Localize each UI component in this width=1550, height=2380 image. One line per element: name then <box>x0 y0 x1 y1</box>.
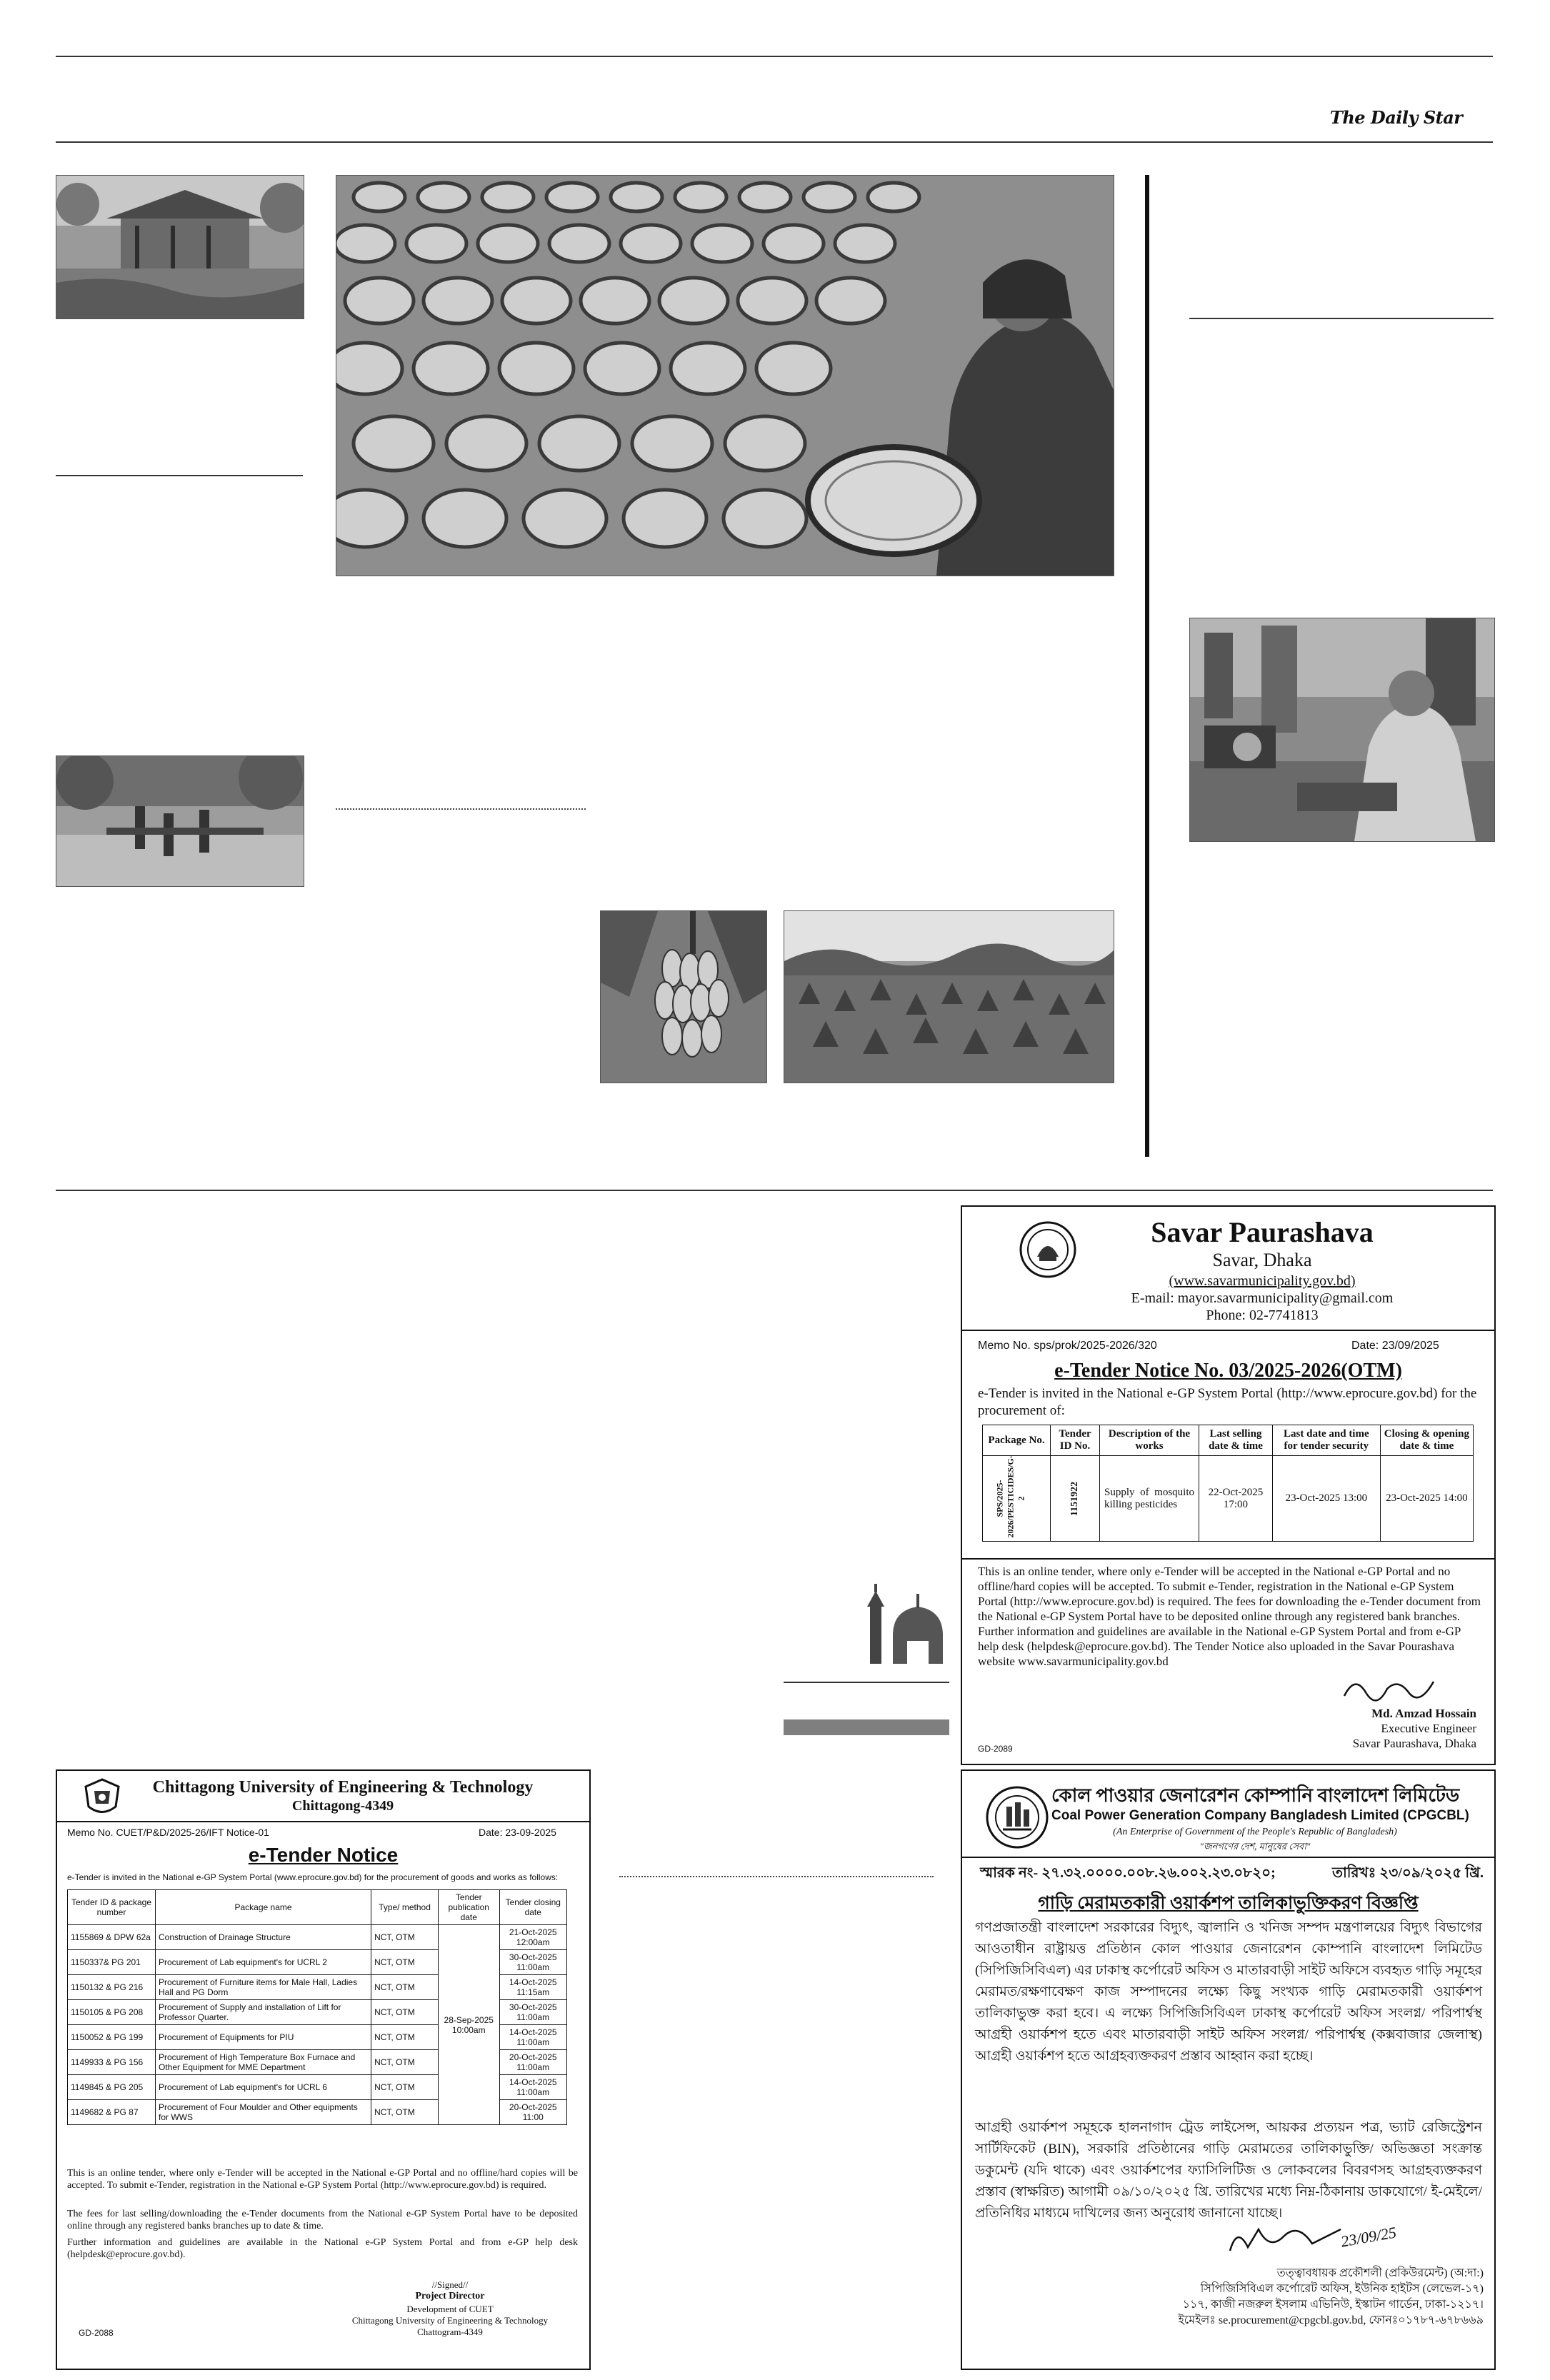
cuet-publication-date: 28-Sep-2025 10:00am <box>438 1925 499 2125</box>
cuet-row-name: Procurement of Furniture items for Male Hall, Ladies Hall and PG Dorm <box>156 1975 371 2000</box>
vertical-divider <box>1145 175 1149 1157</box>
savar-tender-ad <box>961 1205 1496 1765</box>
cuet-row-closing: 14-Oct-2025 11:00am <box>499 2025 566 2050</box>
daily-star-logo: The Daily Star <box>1330 107 1463 128</box>
cpgcbl-logo <box>985 1785 1049 1849</box>
savar-signer-title: Executive Engineer <box>1381 1722 1476 1735</box>
savar-th-security: Last date and time for tender security <box>1272 1425 1380 1456</box>
cuet-row-type: NCT, OTM <box>371 2000 439 2025</box>
cpgcbl-signature <box>1226 2222 1348 2258</box>
cuet-header-rule <box>57 1821 589 1822</box>
cuet-body-2: The fees for last selling/downloading the e-Tender documents from the National e-GP System Portal have to be deposited online through any registered banks branches up to date & time. <box>67 2209 578 2231</box>
cpgcbl-title-bn: কোল পাওয়ার জেনারেশন কোম্পানি বাংলাদেশ লিমিটেড <box>1051 1785 1460 1806</box>
savar-th-package: Package No. <box>983 1425 1051 1456</box>
cuet-row-type: NCT, OTM <box>371 2050 439 2075</box>
cuet-signer-line3: Chittagong University of Engineering & Technology <box>351 2315 549 2326</box>
cuet-row-name: Procurement of Lab equipment's for UCRL 6 <box>156 2075 371 2100</box>
cuet-logo <box>84 1778 120 1818</box>
cpgcbl-title-en: Coal Power Generation Company Bangladesh Limited (CPGCBL) <box>1051 1808 1469 1823</box>
cuet-row-id: 1150105 & PG 208 <box>68 2000 156 2025</box>
dotted-rule-2 <box>619 1876 934 1877</box>
right-col-rule-1 <box>1189 318 1494 319</box>
top-rule <box>56 56 1493 57</box>
cuet-tender-ad <box>56 1769 591 2370</box>
cuet-row-closing: 30-Oct-2025 11:00am <box>499 2000 566 2025</box>
savar-title: Savar Paurashava <box>1151 1216 1374 1248</box>
cuet-intro: e-Tender is invited in the National e-GP System Portal (www.eprocure.gov.bd) for the procurement of goods and works as follows: <box>67 1872 559 1882</box>
cuet-table <box>67 1889 567 2125</box>
center-dotted-rule <box>336 808 586 810</box>
cpgcbl-sign-date: 23/09/25 <box>1339 2223 1398 2251</box>
cuet-row-id: 1155869 & DPW 62a <box>68 1925 156 1950</box>
savar-gd: GD-2089 <box>978 1744 1013 1754</box>
savar-signer-name: Md. Amzad Hossain <box>1371 1707 1476 1720</box>
savar-td-security: 23-Oct-2025 13:00 <box>1272 1456 1380 1542</box>
savar-email[interactable]: E-mail: mayor.savarmunicipality@gmail.com <box>1131 1290 1394 1306</box>
cuet-signer-line4: Chattogram-4349 <box>417 2326 483 2337</box>
cuet-row-id: 1149933 & PG 156 <box>68 2050 156 2075</box>
savar-table-rule <box>962 1558 1494 1560</box>
cpgcbl-para-1: গণপ্রজাতন্ত্রী বাংলাদেশ সরকারের বিদ্যুৎ, জ্বালানি ও খনিজ সম্পদ মন্ত্রণালয়ের বিদ্যুৎ বিভাগের আওতাধীন রাষ্ট্রায়ত্ত প্রতিষ্ঠান কোল পাওয়ার জেনারেশন কোম্পানি বাংলাদেশ লিমিটেড (সিপিজিসিবিএল) এর ঢাকাস্থ কর্পোরেট অফিস ও মাতারবাড়ী সাইট অফিসে ব্যবহৃত গাড়ি সমূহের মেরামত/রক্ষণাবেক্ষণ কাজ সম্পাদনের লক্ষ্যে কিছু সংখ্যক গাড়ি মেরামতকারী ওয়ার্কশপ তালিকাভুক্ত করা হবে। এ লক্ষ্যে সিপিজিসিবিএল ঢাকাস্থ কর্পোরেট অফিস সংলগ্ন/ পরিপার্শ্বস্থ আগ্রহী ওয়ার্কশপ হতে এবং মাতারবাড়ী সাইট অফিস সংলগ্ন/ পরিপার্শ্বস্থ (কক্সবাজার জেলাস্থ) আগ্রহী ওয়ার্কশপ হতে আগ্রহব্যক্তকরণ প্রস্তাব আহ্বান করা হচ্ছে। <box>975 1920 1482 2064</box>
cpgcbl-memo: স্মারক নং- ২৭.৩২.০০০০.০০৮.২৬.০০২.২৩.০৮২০; <box>980 1865 1276 1881</box>
savar-intro: e-Tender is invited in the National e-GP System Portal (http://www.eprocure.gov.bd) for the procurement of: <box>978 1386 1477 1418</box>
cuet-date: Date: 23-09-2025 <box>479 1827 556 1838</box>
savar-notice-title: e-Tender Notice No. 03/2025-2026(OTM) <box>1054 1360 1402 1382</box>
cuet-row-closing: 30-Oct-2025 11:00am <box>499 1950 566 1975</box>
savar-table <box>982 1425 1474 1542</box>
cuet-row-type: NCT, OTM <box>371 1925 439 1950</box>
cpgcbl-motto: "জনগণের দেশ, মানুষের সেবা" <box>1199 1841 1311 1852</box>
gray-bar <box>784 1719 949 1735</box>
cpgcbl-tagline: (An Enterprise of Government of the People's Republic of Bangladesh) <box>1113 1827 1397 1837</box>
cuet-signed: //Signed// <box>431 2279 469 2290</box>
cuet-signer-line2: Development of CUET <box>406 2304 494 2314</box>
left-col-rule-1 <box>56 475 303 476</box>
cuet-th-publication: Tender publication date <box>438 1890 499 1925</box>
cpgcbl-date: তারিখঃ ২৩/০৯/২০২৫ খ্রি. <box>1331 1865 1484 1881</box>
cpgcbl-signer-line3: ১১৭, কাজী নজরুল ইসলাম এভিনিউ, ইস্কাটন গার্ডেন, ঢাকা-১২১৭। <box>1182 2299 1484 2311</box>
savar-memo: Memo No. sps/prok/2025-2026/320 <box>978 1340 1157 1352</box>
masthead-rule <box>56 141 1493 143</box>
small-rule-1 <box>784 1682 949 1683</box>
savar-th-selling: Last selling date & time <box>1199 1425 1273 1456</box>
mid-page-rule <box>56 1190 1493 1191</box>
cuet-row-name: Procurement of Equipments for PIU <box>156 2025 371 2050</box>
cpgcbl-signer-title: তত্ত্বাবধায়ক প্রকৌশলী (প্রকিউরমেন্ট) (অ:দা:) <box>1276 2267 1484 2279</box>
cuet-gd: GD-2088 <box>79 2328 114 2338</box>
cpgcbl-signer-line4: ইমেইলঃ se.procurement@cpgcbl.gov.bd, ফোনঃ০১৭৮৭-৬৭৮৬৬৯ <box>1178 2314 1484 2326</box>
savar-phone: Phone: 02-7741813 <box>1206 1307 1319 1323</box>
cuet-body-3: Further information and guidelines are available in the National e-GP System Portal and from e-GP help desk (helpdesk@eprocure.gov.bd). <box>67 2237 578 2260</box>
cuet-body-1: This is an online tender, where only e-Tender will be accepted in the National e-GP Portal and no offline/hard copies will be accepted. To submit e-Tender, registration in the National e-GP System Portal (http://www.eprocure.gov.bd) is required. <box>67 2168 578 2191</box>
cuet-th-type: Type/ method <box>371 1890 439 1925</box>
cuet-row-id: 1150132 & PG 216 <box>68 1975 156 2000</box>
cpgcbl-signer-line2: সিপিজিসিবিএল কর্পোরেট অফিস, ইউনিক হাইটস (লেভেল-১৭) <box>1200 2283 1484 2295</box>
cuet-row-id: 1149682 & PG 87 <box>68 2100 156 2125</box>
cuet-row-name: Procurement of Four Moulder and Other equipments for WWS <box>156 2100 371 2125</box>
savar-th-closing: Closing & opening date & time <box>1380 1425 1473 1456</box>
savar-td-tender-id <box>1051 1456 1100 1542</box>
cuet-row-name: Procurement of Supply and installation of Lift for Professor Quarter. <box>156 2000 371 2025</box>
savar-package-text: SPS/2025-2026/PESTICIDES/G-2 <box>994 1455 1026 1538</box>
cpgcbl-para-2: আগ্রহী ওয়ার্কশপ সমূহকে হালনাগাদ ট্রেড লাইসেন্স, আয়কর প্রত্যয়ন পত্র, ভ্যাট রেজিস্ট্রেশন সার্টিফিকেট (BIN), সরকারি প্রতিষ্ঠানের গাড়ি মেরামতের তালিকাভুক্তি/ অভিজ্ঞতা সংক্রান্ত ডকুমেন্ট (যদি থাকে) এবং ওয়ার্কশপের ফ্যাসিলিটিজ ও লোকবলের বিবরণসহ আগ্রহব্যক্তকরণ প্রস্তাব (স্বাক্ষরিত) আগামী ০৯/১০/২০২৫ খ্রি. তারিখের মধ্যে নিম্ন-ঠিকানায় ডাকযোগে/ ই-মেইলে/ প্রতিনিধির মাধ্যমে দাখিলের জন্য অনুরোধ জানানো যাচ্ছে। <box>975 2120 1482 2221</box>
savar-td-closing: 23-Oct-2025 14:00 <box>1380 1456 1473 1542</box>
savar-header-rule <box>962 1330 1494 1331</box>
savar-date: Date: 23/09/2025 <box>1351 1340 1439 1352</box>
cuet-row-id: 1149845 & PG 205 <box>68 2075 156 2100</box>
bananas-photo <box>600 910 767 1083</box>
cpgcbl-notice-ad <box>961 1769 1496 2370</box>
savar-td-package <box>983 1456 1051 1542</box>
cuet-row-type: NCT, OTM <box>371 2075 439 2100</box>
cuet-row-type: NCT, OTM <box>371 2025 439 2050</box>
mosque-icon <box>864 1578 950 1667</box>
savar-th-description: Description of the works <box>1100 1425 1199 1456</box>
savar-subtitle: Savar, Dhaka <box>1212 1250 1312 1270</box>
cuet-th-name: Package name <box>156 1890 371 1925</box>
hut-photo <box>56 175 304 319</box>
savar-th-tender-id: Tender ID No. <box>1051 1425 1100 1456</box>
cpgcbl-notice-title: গাড়ি মেরামতকারী ওয়ার্কশপ তালিকাভুক্তিকরণ বিজ্ঞপ্তি <box>1038 1894 1419 1913</box>
cuet-row-name: Procurement of Lab equipment's for UCRL 2 <box>156 1950 371 1975</box>
cpgcbl-header-rule <box>962 1857 1494 1858</box>
cuet-row-id: 1150337& PG 201 <box>68 1950 156 1975</box>
cuet-row-closing: 14-Oct-2025 11:00am <box>499 2075 566 2100</box>
cuet-row-type: NCT, OTM <box>371 1950 439 1975</box>
savar-tender-id-text: 1151922 <box>1069 1481 1080 1516</box>
savar-td-selling: 22-Oct-2025 17:00 <box>1199 1456 1273 1542</box>
savar-signer-org: Savar Paurashava, Dhaka <box>1352 1737 1476 1750</box>
cuet-row-closing: 14-Oct-2025 11:15am <box>499 1975 566 2000</box>
cuet-th-id: Tender ID & package number <box>68 1890 156 1925</box>
cuet-memo: Memo No. CUET/P&D/2025-26/IFT Notice-01 <box>67 1827 269 1838</box>
cuet-row-name: Construction of Drainage Structure <box>156 1925 371 1950</box>
banana-field-photo <box>784 910 1114 1083</box>
cuet-signer-title: Project Director <box>415 2291 485 2301</box>
cuet-subtitle: Chittagong-4349 <box>291 1798 394 1814</box>
workers-photo <box>56 755 304 887</box>
workshop-photo <box>1189 618 1495 842</box>
cuet-th-closing: Tender closing date <box>499 1890 566 1925</box>
savar-website[interactable]: (www.savarmunicipality.gov.bd) <box>1169 1273 1356 1289</box>
cuet-row-name: Procurement of High Temperature Box Furnace and Other Equipment for MME Department <box>156 2050 371 2075</box>
savar-signature <box>1341 1671 1441 1707</box>
cuet-row-closing: 21-Oct-2025 12:00am <box>499 1925 566 1950</box>
cuet-row-closing: 20-Oct-2025 11:00am <box>499 2050 566 2075</box>
cuet-row-type: NCT, OTM <box>371 2100 439 2125</box>
savar-td-description: Supply of mosquito killing pesticides <box>1100 1456 1199 1542</box>
savar-body: This is an online tender, where only e-Tender will be accepted in the National e-GP Portal and no offline/hard copies will be accepted. To submit e-Tender, registration in the National e-GP System Portal (http://www.eprocure.gov.bd) is required. The fees for downloading the e-Tender document from the National e-GP System Portal have to be deposited online through any registered bank branches. Further information and guidelines are available in the National e-GP System Portal and from e-GP help desk (helpdesk@eprocure.gov.bd). The Tender Notice also uploaded in the Savar Pourashava website www.savarmunicipality.gov.bd <box>978 1565 1481 1668</box>
cuet-row-closing: 20-Oct-2025 11:00 <box>499 2100 566 2125</box>
pottery-photo <box>336 175 1114 576</box>
cuet-title: Chittagong University of Engineering & Technology <box>152 1778 534 1797</box>
savar-logo <box>1019 1221 1076 1278</box>
cuet-row-type: NCT, OTM <box>371 1975 439 2000</box>
cuet-row-id: 1150052 & PG 199 <box>68 2025 156 2050</box>
cuet-notice-title: e-Tender Notice <box>248 1844 399 1866</box>
